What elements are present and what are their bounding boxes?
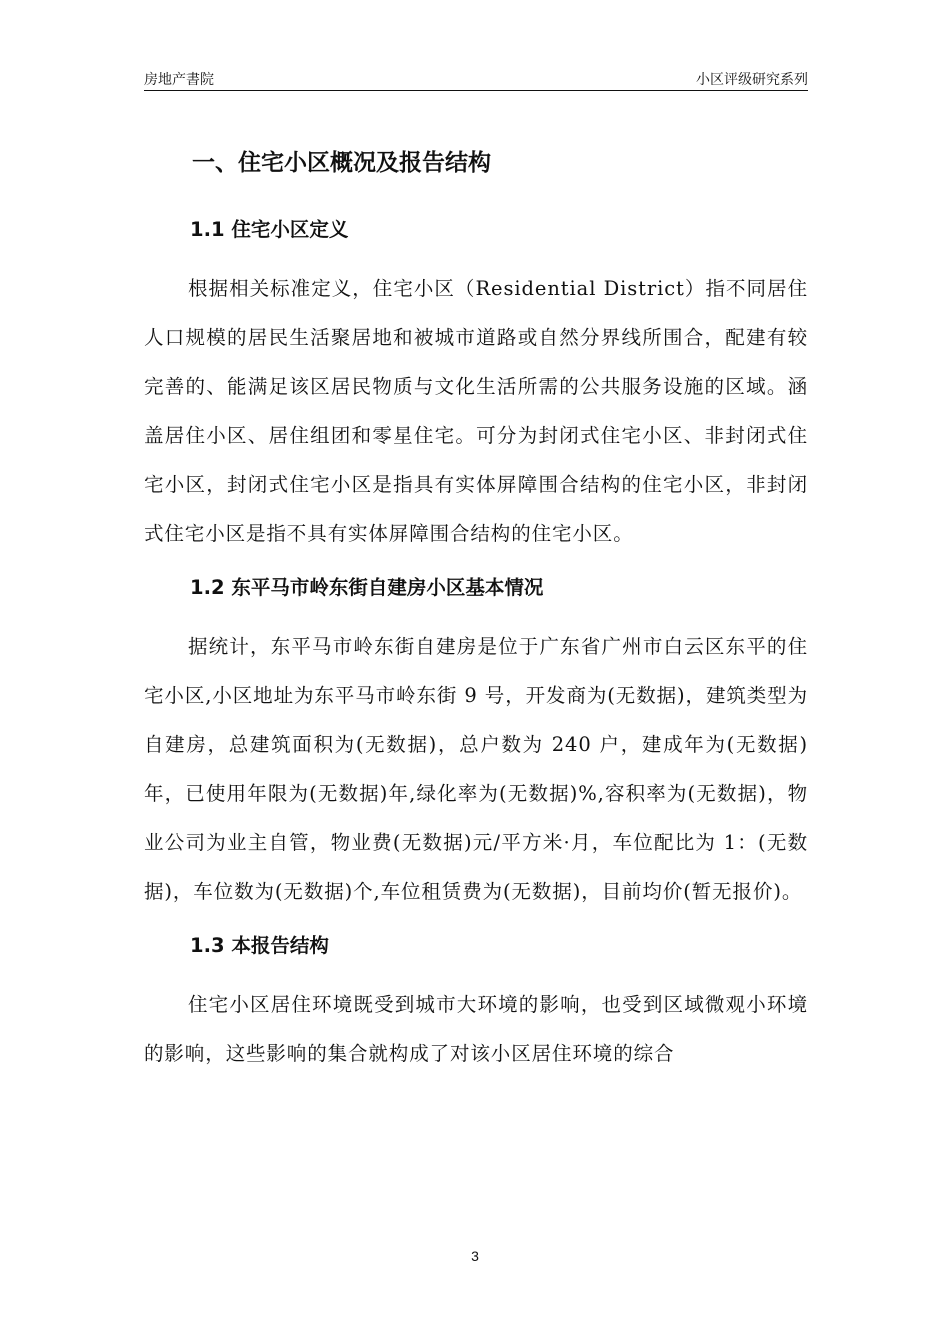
- page-number: 3: [471, 1248, 479, 1264]
- paragraph-report-structure: 住宅小区居住环境既受到城市大环境的影响，也受到区域微观小环境的影响，这些影响的集合就构成了对该小区居住环境的综合: [144, 993, 808, 1065]
- header-divider: [144, 90, 808, 91]
- page-header: [144, 66, 808, 90]
- subsection-heading-1-2: 1.2 东平马市岭东街自建房小区基本情况: [190, 576, 544, 599]
- subsection-heading-1-1: 1.1 住宅小区定义: [190, 218, 349, 241]
- header-series-title: 小区评级研究系列: [696, 72, 808, 88]
- paragraph-definition: 根据相关标准定义，住宅小区（Residential District）指不同居住人口规模的居民生活聚居地和被城市道路或自然分界线所围合，配建有较完善的、能满足该区居民物质与文化生活所需的公共服务设施的区域。涵盖居住小区、居住组团和零星住宅。可分为封闭式住宅小区、非封闭式住宅小区，封闭式住宅小区是指具有实体屏障围合结构的住宅小区，非封闭式住宅小区是指不具有实体屏障围合结构的住宅小区。: [144, 277, 808, 545]
- header-publisher: 房地产書院: [144, 72, 214, 88]
- subsection-heading-1-3: 1.3 本报告结构: [190, 934, 329, 957]
- document-body: [144, 140, 808, 1078]
- section-title: 一、住宅小区概况及报告结构: [192, 150, 491, 176]
- paragraph-basic-info: 据统计，东平马市岭东街自建房是位于广东省广州市白云区东平的住宅小区,小区地址为东平马市岭东街 9 号，开发商为(无数据)，建筑类型为自建房，总建筑面积为(无数据)，总户数为 240 户，建成年为(无数据)年，已使用年限为(无数据)年,绿化率为(无数据)%,容积率为(无数据)，物业公司为业主自管，物业费(无数据)元/平方米·月，车位配比为 1：(无数据)，车位数为(无数据)个,车位租赁费为(无数据)，目前均价(暂无报价)。: [144, 635, 808, 903]
